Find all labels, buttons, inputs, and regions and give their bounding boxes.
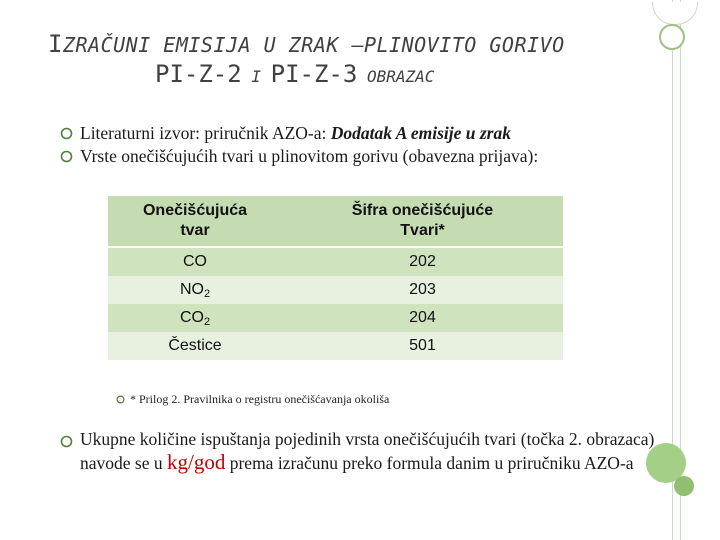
bullet-item-totals xyxy=(60,428,680,475)
bullet-types-text: Vrste onečišćujućih tvari u plinovitom gorivu (obavezna prijava): xyxy=(80,146,539,166)
hollow-circle-bullet-icon xyxy=(60,127,73,140)
table-cell-code: 204 xyxy=(282,304,563,332)
pollutant-table xyxy=(108,196,563,360)
bullet-item-source xyxy=(60,122,660,145)
table-cell-substance xyxy=(108,276,282,304)
footnote-text: * Prilog 2. Pravilnika o registru onečišćavanja okoliša xyxy=(130,392,390,406)
table-cell-code: 501 xyxy=(282,332,563,360)
slide-title-line1 xyxy=(48,30,565,58)
totals-text-part1: Ukupne količine ispuštanja pojedinih vrsta onečišćujućih tvari (točka 2. obrazaca) navode se u xyxy=(80,429,655,473)
decor-circle-small-icon xyxy=(674,476,694,496)
title-form-word: OBRAZAC xyxy=(366,67,435,86)
table-cell-code: 203 xyxy=(282,276,563,304)
decor-arc-icon xyxy=(652,2,698,25)
hollow-circle-bullet-icon xyxy=(60,150,73,163)
title-main-text: ZRAČUNI EMISIJA U ZRAK xyxy=(62,33,352,57)
title-form-b: PI-Z-3 xyxy=(270,60,358,88)
decor-circle-outline-icon xyxy=(659,24,685,50)
slide-title-line2 xyxy=(155,60,434,88)
table-header-substance xyxy=(108,196,282,247)
substance-name: Čestice xyxy=(168,336,222,354)
header-substance-line2: tvar xyxy=(180,222,210,239)
totals-unit: kg/god xyxy=(167,450,226,474)
bullet-item-types xyxy=(60,145,660,168)
bullet-source-text: Literaturni izvor: priručnik AZO-a: xyxy=(80,123,331,143)
substance-subscript: 2 xyxy=(203,315,211,328)
header-code-line1: Šifra onečišćujuće xyxy=(351,202,494,219)
totals-text-part2: prema izračunu preko formula danim u priručniku AZO-a xyxy=(225,453,634,473)
table-header-row xyxy=(108,196,563,247)
table-cell-code: 202 xyxy=(282,247,563,276)
substance-name: NO xyxy=(179,280,204,298)
bullet-source-emphasis: Dodatak A emisije u zrak xyxy=(330,123,511,143)
title-conjunction: I xyxy=(251,67,261,86)
header-code-line2: Tvari* xyxy=(400,222,445,239)
table-row xyxy=(108,247,563,276)
substance-subscript: 2 xyxy=(203,287,211,300)
table-row xyxy=(108,332,563,360)
title-fuel-text: PLINOVITO GORIVO xyxy=(363,33,565,57)
substance-name: CO xyxy=(183,252,207,270)
table-cell-substance xyxy=(108,332,282,360)
title-first-letter: I xyxy=(48,30,63,58)
table-header-code xyxy=(282,196,563,247)
table-row xyxy=(108,276,563,304)
title-dash: – xyxy=(351,33,364,57)
hollow-circle-bullet-icon xyxy=(116,395,125,404)
hollow-circle-bullet-icon xyxy=(60,435,73,448)
substance-name: CO xyxy=(179,308,204,326)
bullet-list xyxy=(60,122,660,168)
table-footnote xyxy=(116,392,389,407)
title-form-a: PI-Z-2 xyxy=(155,60,242,88)
header-substance-line1: Onečišćujuća xyxy=(142,202,248,219)
table-row xyxy=(108,304,563,332)
table-cell-substance xyxy=(108,247,282,276)
table-cell-substance xyxy=(108,304,282,332)
